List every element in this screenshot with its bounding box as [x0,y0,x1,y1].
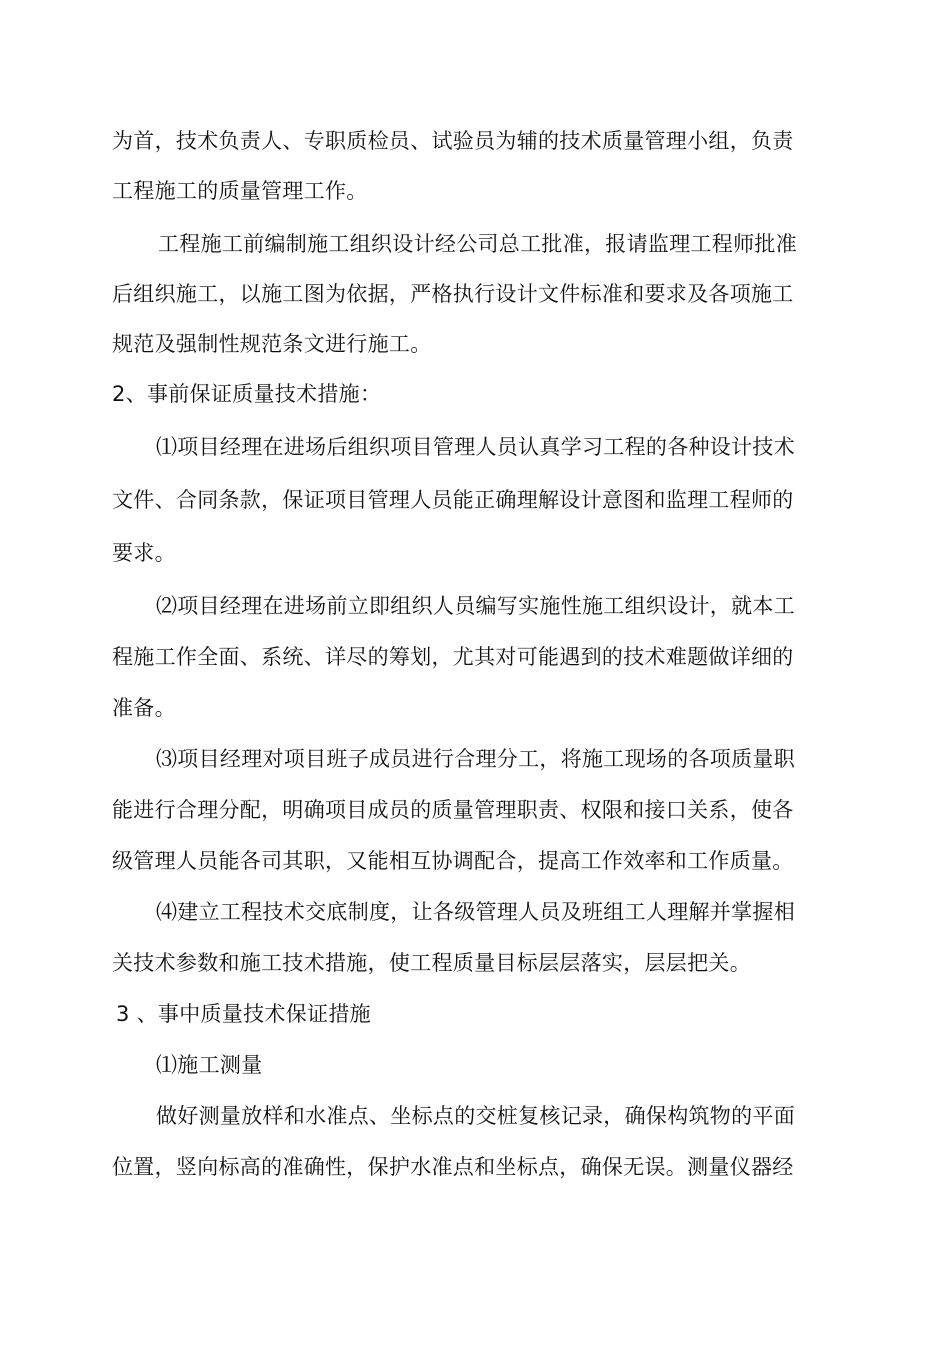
subsection-heading: ⑴施工测量 [156,1053,263,1077]
text-line: ⑷建立工程技术交底制度，让各级管理人员及班组工人理解并掌握相 [156,900,795,924]
text-line: 能进行合理分配，明确项目成员的质量管理职责、权限和接口关系，使各 [112,798,794,822]
text-line: 程施工作全面、系统、详尽的筹划，尤其对可能遇到的技术难题做详细的 [112,645,794,669]
text-line: ⑶项目经理对项目班子成员进行合理分工，将施工现场的各项质量职 [156,747,795,771]
section-heading: 3 、事中质量技术保证措施 [116,1002,371,1026]
text-line: 为首，技术负责人、专职质检员、试验员为辅的技术质量管理小组，负责 [112,129,794,153]
text-line: 级管理人员能各司其职，又能相互协调配合，提高工作效率和工作质量。 [112,849,794,873]
text-line: 文件、合同条款，保证项目管理人员能正确理解设计意图和监理工程师的 [112,488,794,512]
text-line: 准备。 [112,696,176,720]
text-line: 工程施工的质量管理工作。 [112,179,368,203]
section-heading: 2、事前保证质量技术措施： [112,382,382,406]
text-line: 要求。 [112,541,176,565]
text-line: 工程施工前编制施工组织设计经公司总工批准，报请监理工程师批准 [158,232,797,256]
text-line: ⑵项目经理在进场前立即组织人员编写实施性施工组织设计，就本工 [156,594,795,618]
text-line: ⑴项目经理在进场后组织项目管理人员认真学习工程的各种设计技术 [156,435,795,459]
text-line: 后组织施工，以施工图为依据，严格执行设计文件标准和要求及各项施工 [112,282,794,306]
text-line: 关技术参数和施工技术措施，使工程质量目标层层落实，层层把关。 [112,951,751,975]
text-line: 规范及强制性规范条文进行施工。 [112,332,432,356]
text-line: 做好测量放样和水准点、坐标点的交桩复核记录，确保构筑物的平面 [156,1104,795,1128]
text-line: 位置，竖向标高的准确性，保护水准点和坐标点，确保无误。测量仪器经 [112,1155,794,1179]
